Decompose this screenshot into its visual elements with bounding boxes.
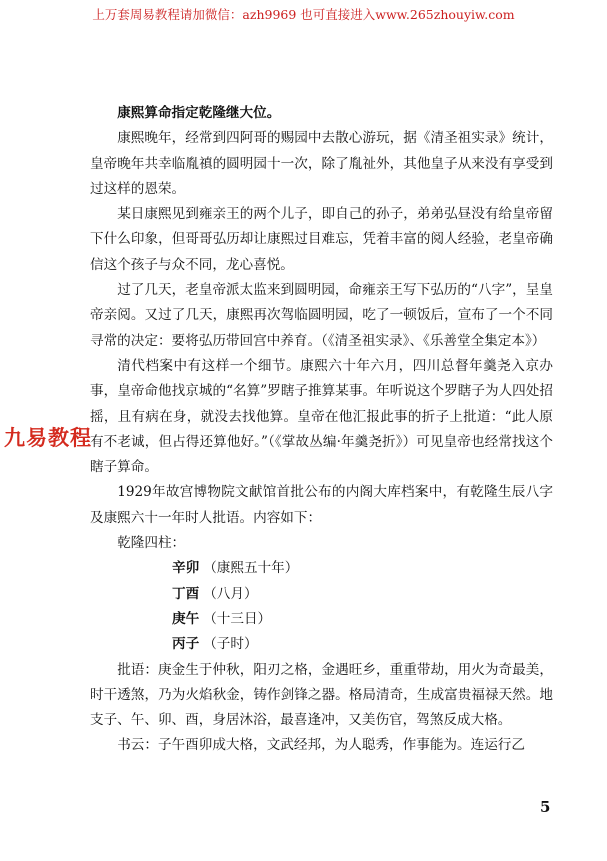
pillar-day [90,607,553,632]
watermark-label: 九易教程 [4,426,92,450]
paragraph: 康熙晚年，经常到四阿哥的赐园中去散心游玩，据《清圣祖实录》统计，皇帝晚年共幸临胤禛的圆明园十一次，除了胤祉外，其他皇子从来没有享受到过这样的恩荣。 [90,130,553,197]
paragraph: 清代档案中有这样一个细节。康熙六十年六月，四川总督年羹尧入京办事，皇帝命他找京城的“名算”罗瞎子推算某事。年听说这个罗瞎子为人四处招摇，且有病在身，就没去找他算。皇帝在他汇报此事的折子上批道：“此人原有不老诚，但占得还算他好。”（《掌故丛编·年羹尧折》）可见皇帝也经常找这个瞎子算命。 [90,357,553,476]
pillar-ganzhi: 丁酉 [172,585,200,602]
paragraph: 书云：子午酉卯成大格，文武经邦，为人聪秀，作事能为。连运行乙 [117,737,525,754]
pillar-hour [90,632,553,657]
paragraph: 1929年故宫博物院文献馆首批公布的内阁大库档案中，有乾隆生辰八字及康熙六十一年时人批语。内容如下： [90,484,553,526]
pillar-ganzhi: 庚午 [172,610,200,627]
pillars-intro: 乾隆四柱： [117,535,186,552]
pillar-note: （康熙五十年） [203,560,299,577]
pillar-note: （八月） [203,585,258,602]
pillar-ganzhi: 丙子 [172,636,200,653]
pillar-note: （子时） [203,636,258,653]
paragraph: 批语：庚金生于仲秋，阳刃之格，金遇旺乡，重重带劫，用火为奇最美，时干透煞，乃为火焰秋金，铸作剑锋之器。格局清奇，生成富贵福禄天然。地支子、午、卯、酉，身居沐浴，最喜逢冲，又美伤官，驾煞反成大格。 [90,661,553,729]
pillar-year [90,556,553,581]
header-banner: 上万套周易教程请加微信：azh9969 也可直接进入www.265zhouyiw.com [92,7,515,22]
pillar-note: （十三日） [203,610,272,627]
paragraph: 某日康熙见到雍亲王的两个儿子，即自己的孙子，弟弟弘昼没有给皇帝留下什么印象，但哥哥弘历却让康熙过目难忘，凭着丰富的阅人经验，老皇帝确信这个孩子与众不同，龙心喜悦。 [90,206,553,273]
pillar-ganzhi: 辛卯 [172,560,200,577]
section-heading: 康熙算命指定乾隆继大位。 [117,105,281,121]
paragraph: 过了几天，老皇帝派太监来到圆明园，命雍亲王写下弘历的“八字”，呈皇帝亲阅。又过了几天，康熙再次驾临圆明园，吃了一顿饭后，宣布了一个不同寻常的决定：要将弘历带回宫中养育。（《清圣祖实录》、《乐善堂全集定本》） [90,282,553,349]
page-body [90,101,553,759]
pillar-month [90,582,553,607]
page-number: 5 [540,798,551,816]
